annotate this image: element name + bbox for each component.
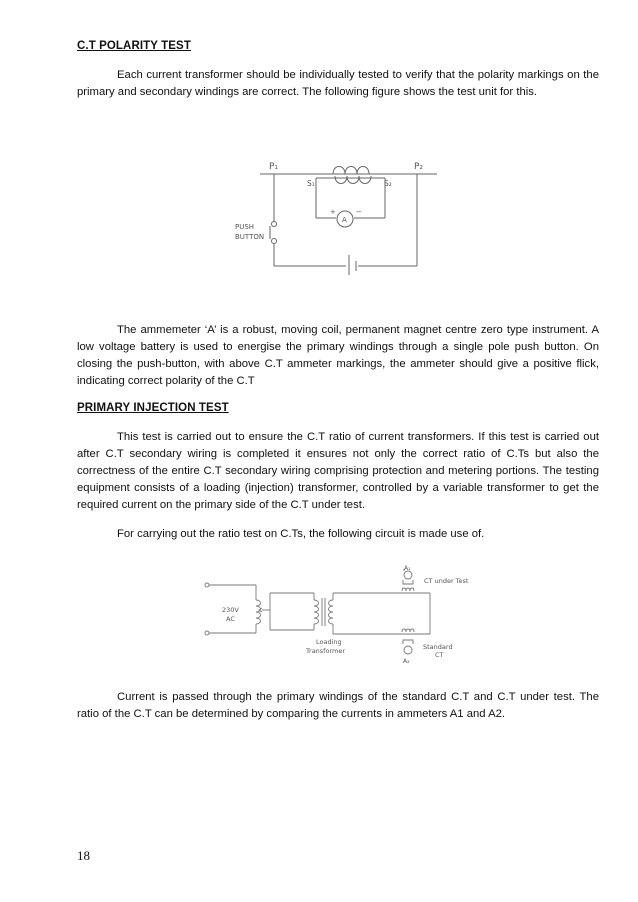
paragraph-polarity-intro xyxy=(77,67,599,101)
label-230v: 230V xyxy=(222,606,239,614)
paragraph-text: The ammemeter ‘A’ is a robust, moving coil, permanent magnet centre zero type instrument. A low voltage battery is used to energise the primary windings through a single pole push button. On closing the push-button, with above C.T ammeter markings, the ammeter should give a positive flick, indicating correct polarity of the C.T xyxy=(77,324,599,387)
label-a2: A₂ xyxy=(403,658,410,665)
page-number: 18 xyxy=(77,848,90,863)
paragraph-text: For carrying out the ratio test on C.Ts, the following circuit is made use of. xyxy=(117,528,485,540)
label-transformer: Transformer xyxy=(306,647,346,655)
paragraph-ammeter-description xyxy=(77,322,599,390)
heading-primary-injection-test: PRIMARY INJECTION TEST xyxy=(77,402,229,414)
paragraph-ratio-test xyxy=(77,526,599,543)
paragraph-injection-intro xyxy=(77,429,599,514)
label-s1: S₁ xyxy=(307,179,315,188)
paragraph-text: Current is passed through the primary windings of the standard C.T and C.T under test. The ratio of the C.T can be determined by comparing the currents in ammeters A1 and A2. xyxy=(77,691,599,720)
label-p2: P₂ xyxy=(414,162,424,172)
heading-ct-polarity-test: C.T POLARITY TEST xyxy=(77,40,191,52)
ammeter-minus: − xyxy=(356,208,362,216)
polarity-test-diagram xyxy=(225,155,445,275)
ammeter-label: A xyxy=(342,216,347,224)
label-s2: S₂ xyxy=(384,179,392,188)
paragraph-text: Each current transformer should be individually tested to verify that the polarity markings on the primary and secondary windings are correct. The following figure shows the test unit for this. xyxy=(77,69,599,98)
label-p1: P₁ xyxy=(269,162,279,172)
label-ac: AC xyxy=(226,615,235,623)
ammeter-plus: + xyxy=(330,208,336,216)
label-a1: A₁ xyxy=(404,565,411,572)
label-push: PUSH xyxy=(235,223,255,231)
paragraph-text: This test is carried out to ensure the C.T ratio of current transformers. If this test is carried out after C.T secondary wiring is completed it ensures not only the correct ratio of C.Ts but also the correctness of the entire C.T secondary wiring comprising protection and metering portions. The testing equipment consists of a loading (injection) transformer, controlled by a variable transformer to get the required current on the primary side of the C.T under test. xyxy=(77,431,599,511)
label-standard: Standard xyxy=(423,643,453,651)
label-ct: CT xyxy=(435,651,444,659)
paragraph-ratio-conclusion xyxy=(77,689,599,723)
primary-injection-diagram xyxy=(198,560,483,670)
label-button: BUTTON xyxy=(235,233,265,241)
label-ct-under-test: CT under Test xyxy=(424,577,469,585)
label-loading: Loading xyxy=(316,638,342,646)
